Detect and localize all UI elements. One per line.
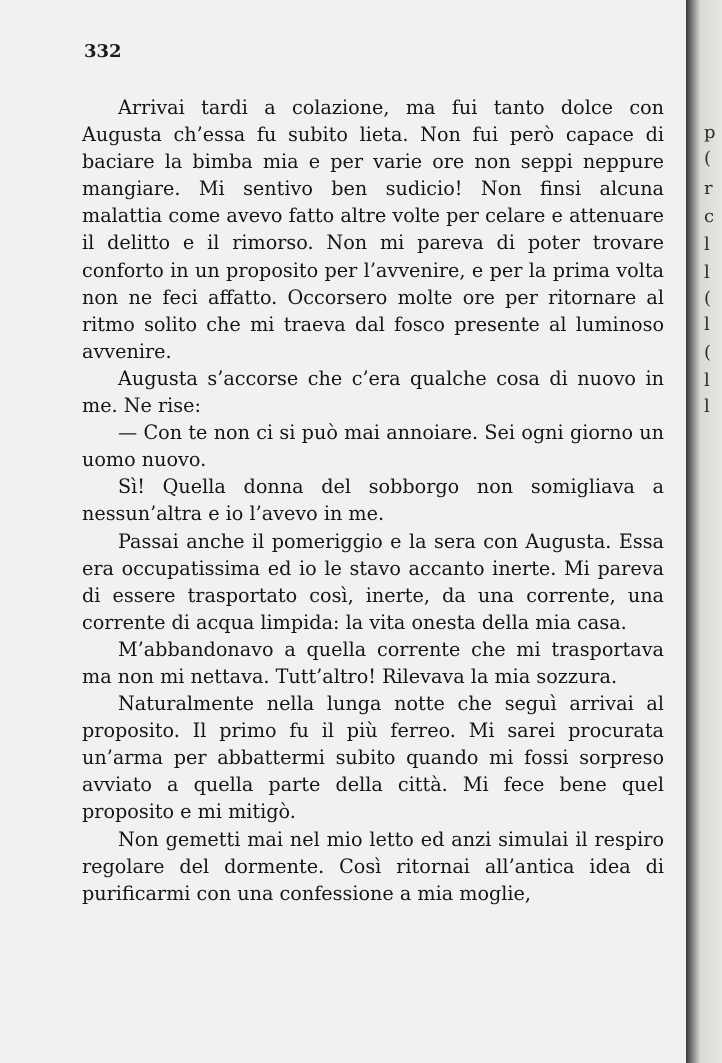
page-number: 332 — [84, 41, 122, 62]
facing-page-glyph: l — [704, 314, 710, 335]
paragraph: Non gemetti mai nel mio letto ed anzi simulai il respiro regolare del dormente. Così ritornai all’antica idea di purificarmi con una confessione a mia moglie, — [82, 827, 664, 905]
paragraph-dialogue: — Con te non ci si può mai annoiare. Sei ogni giorno un uomo nuovo. — [82, 421, 664, 472]
paragraph: Augusta s’accorse che c’era qualche cosa di nuovo in me. Ne rise: — [82, 366, 664, 418]
facing-page-glyph: l — [704, 234, 710, 255]
facing-page-glyph: ( — [704, 148, 712, 169]
paragraph: Passai anche il pomeriggio e la sera con Augusta. Essa era occupatissima ed io le stavo accanto inerte. Mi pareva di essere trasportato così, inerte, da una corrente, una corrente di acqua limpida: la vita onesta della mia casa. — [82, 529, 664, 634]
facing-page-glyph: ( — [704, 288, 712, 309]
facing-page-glyph: l — [704, 396, 710, 417]
body-text — [82, 94, 664, 907]
paragraph: Naturalmente nella lunga notte che seguì arrivai al proposito. Il primo fu il più ferreo. Mi sarei procurata un’arma per abbattermi subito quando mi fossi sorpreso avviato a quella parte della città. Mi fece bene quel proposito e mi mitigò. — [82, 692, 664, 824]
facing-page-glyph: r — [704, 178, 713, 199]
facing-page-glyph: p — [704, 122, 716, 143]
paragraph: M’abbandonavo a quella corrente che mi trasportava ma non mi nettava. Tutt’altro! Rilevava la mia sozzura. — [82, 637, 664, 688]
paragraph: Arrivai tardi a colazione, ma fui tanto dolce con Augusta ch’essa fu subito lieta. Non fui però capace di baciare la bimba mia e per varie ore non seppi neppure mangiare. Mi sentivo ben sudicio! Non finsi alcuna malattia come avevo fatto altre volte per celare e attenuare il delitto e il rimorso. Non mi pareva di poter trovare conforto in un proposito per l’avvenire, e per la prima volta non ne feci affatto. Occorsero molte ore per ritornare al ritmo solito che mi traeva dal fosco presente al luminoso avvenire. — [82, 96, 664, 363]
facing-page-edge — [686, 0, 722, 1063]
facing-page-glyph: ( — [704, 342, 712, 363]
facing-page-glyph: l — [704, 370, 710, 391]
facing-page-glyph: c — [704, 206, 715, 227]
facing-page-glyph: l — [704, 262, 710, 283]
paragraph: Sì! Quella donna del sobborgo non somigliava a nessun’altra e io l’avevo in me. — [82, 475, 664, 526]
